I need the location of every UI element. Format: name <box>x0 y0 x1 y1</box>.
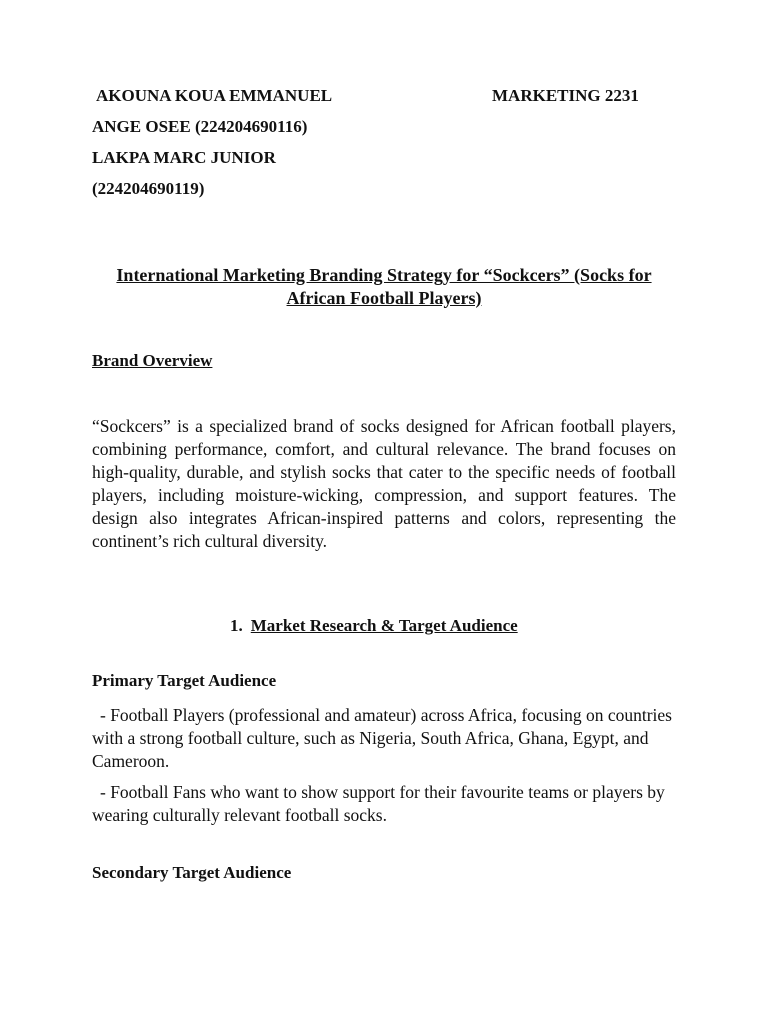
author-name-2: ANGE OSEE (224204690116) <box>92 117 308 136</box>
course-code: MARKETING 2231 <box>492 86 639 105</box>
section-number: 1. <box>230 616 243 635</box>
list-item <box>92 704 676 773</box>
primary-audience-heading: Primary Target Audience <box>92 671 277 690</box>
section-1-heading <box>230 616 518 636</box>
author-name-1: AKOUNA KOUA EMMANUEL <box>96 86 333 105</box>
author-3-id: (224204690119) <box>92 179 205 198</box>
document-title: International Marketing Branding Strategy for “Sockcers” (Socks for African Football Players) <box>116 265 652 308</box>
brand-overview-paragraph: “Sockcers” is a specialized brand of socks designed for African football players, combining performance, comfort, and cultural relevance. The brand focuses on high-quality, durable, and stylish socks that cater to the specific needs of football players, including moisture-wicking, compression, and support features. The design also integrates African-inspired patterns and colors, representing the continent’s rich cultural diversity. <box>92 416 676 551</box>
author-name-3: LAKPA MARC JUNIOR <box>92 148 276 167</box>
primary-audience-item-1: - Football Players (professional and amateur) across Africa, focusing on countries with a strong football culture, such as Nigeria, South Africa, Ghana, Egypt, and Cameroon. <box>92 705 672 771</box>
brand-overview-heading: Brand Overview <box>92 351 213 370</box>
primary-audience-item-2: - Football Fans who want to show support for their favourite teams or players by wearing culturally relevant football socks. <box>92 782 665 825</box>
secondary-audience-heading: Secondary Target Audience <box>92 863 292 882</box>
list-item <box>92 781 676 827</box>
section-title: Market Research & Target Audience <box>250 616 518 635</box>
